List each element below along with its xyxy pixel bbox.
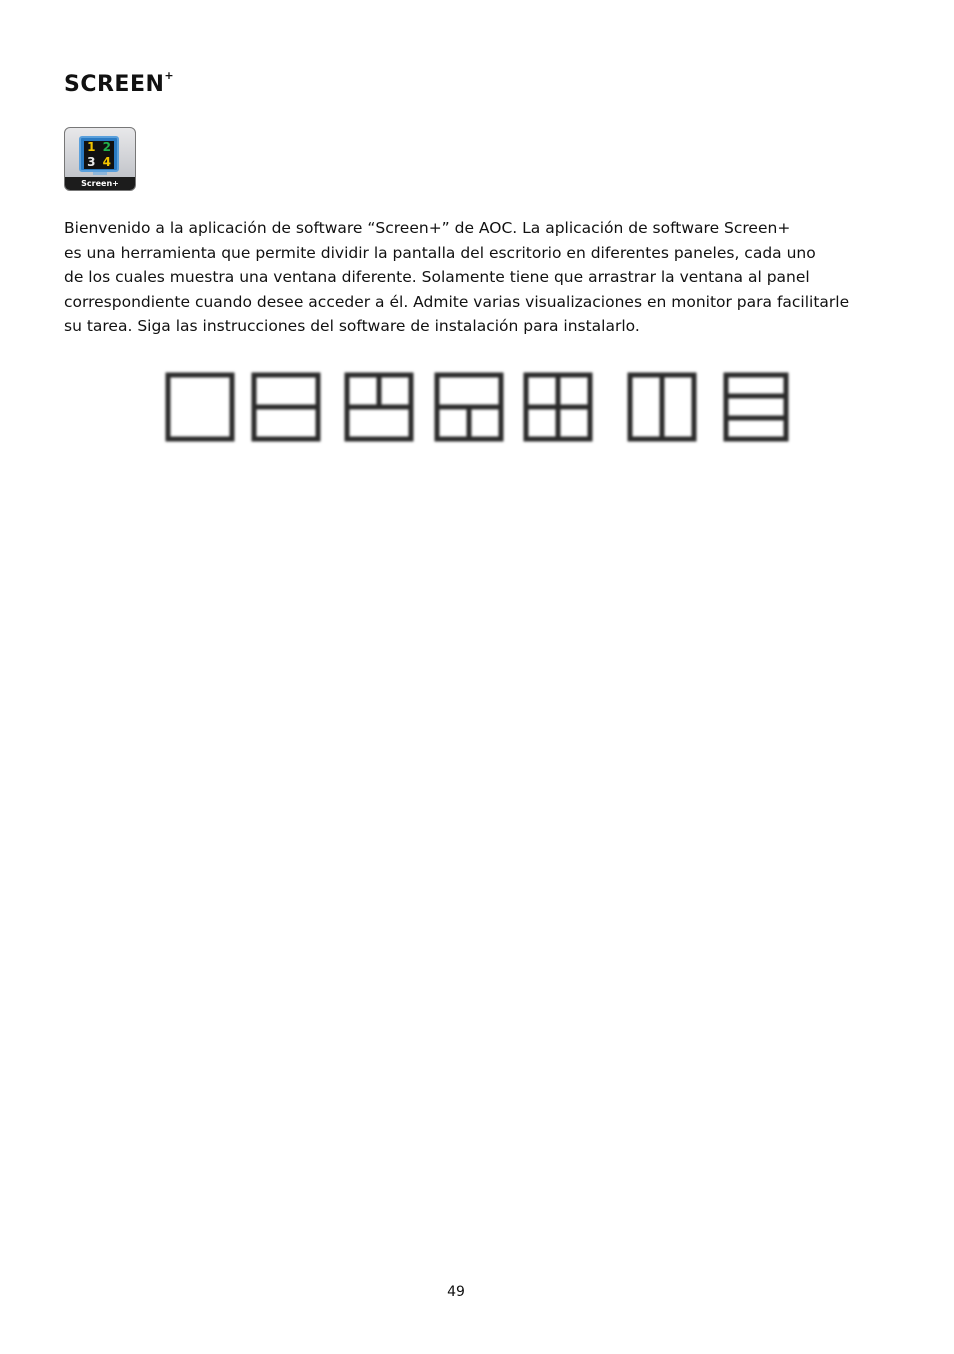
three-panels-top-split-layout-icon — [347, 375, 411, 439]
three-panels-bottom-split-layout-icon — [437, 375, 501, 439]
layout-icons-svg — [160, 368, 800, 448]
quadrant-digit-2: 2 — [100, 141, 115, 155]
layout-icons-row — [160, 368, 800, 448]
monitor-stand — [93, 172, 107, 175]
paragraph-line: de los cuales muestra una ventana diferente. Solamente tiene que arrastrar la ventana al panel — [64, 268, 810, 286]
two-vertical-panels-layout-icon — [630, 375, 694, 439]
three-horizontal-panels-layout-icon — [726, 375, 786, 439]
app-icon-label: Screen+ — [65, 177, 135, 190]
quadrant-digit-4: 4 — [100, 156, 115, 170]
title-text: SCREEN — [64, 72, 165, 97]
four-panels-layout-icon — [526, 375, 590, 439]
paragraph-line: su tarea. Siga las instrucciones del software de instalación para instalarlo. — [64, 317, 640, 335]
page-number: 49 — [447, 1284, 465, 1300]
title-superscript: + — [164, 68, 175, 82]
paragraph-line: correspondiente cuando desee acceder a él. Admite varias visualizaciones en monitor para facilitarle — [64, 292, 850, 311]
intro-paragraph — [64, 216, 894, 339]
paragraph-line: Bienvenido a la aplicación de software “Screen+” de AOC. La aplicación de software Screen+ — [64, 219, 791, 237]
screen-plus-app-icon — [64, 127, 136, 191]
page-title — [64, 68, 175, 97]
paragraph-line: es una herramienta que permite dividir la pantalla del escritorio en diferentes paneles, cada uno — [64, 243, 816, 262]
monitor-icon — [79, 136, 119, 172]
quadrant-digit-1: 1 — [84, 141, 99, 155]
two-horizontal-panels-layout-icon — [254, 375, 318, 439]
single-panel-layout-icon — [168, 375, 232, 439]
quadrant-number-grid — [84, 141, 114, 169]
quadrant-digit-3: 3 — [84, 156, 99, 170]
